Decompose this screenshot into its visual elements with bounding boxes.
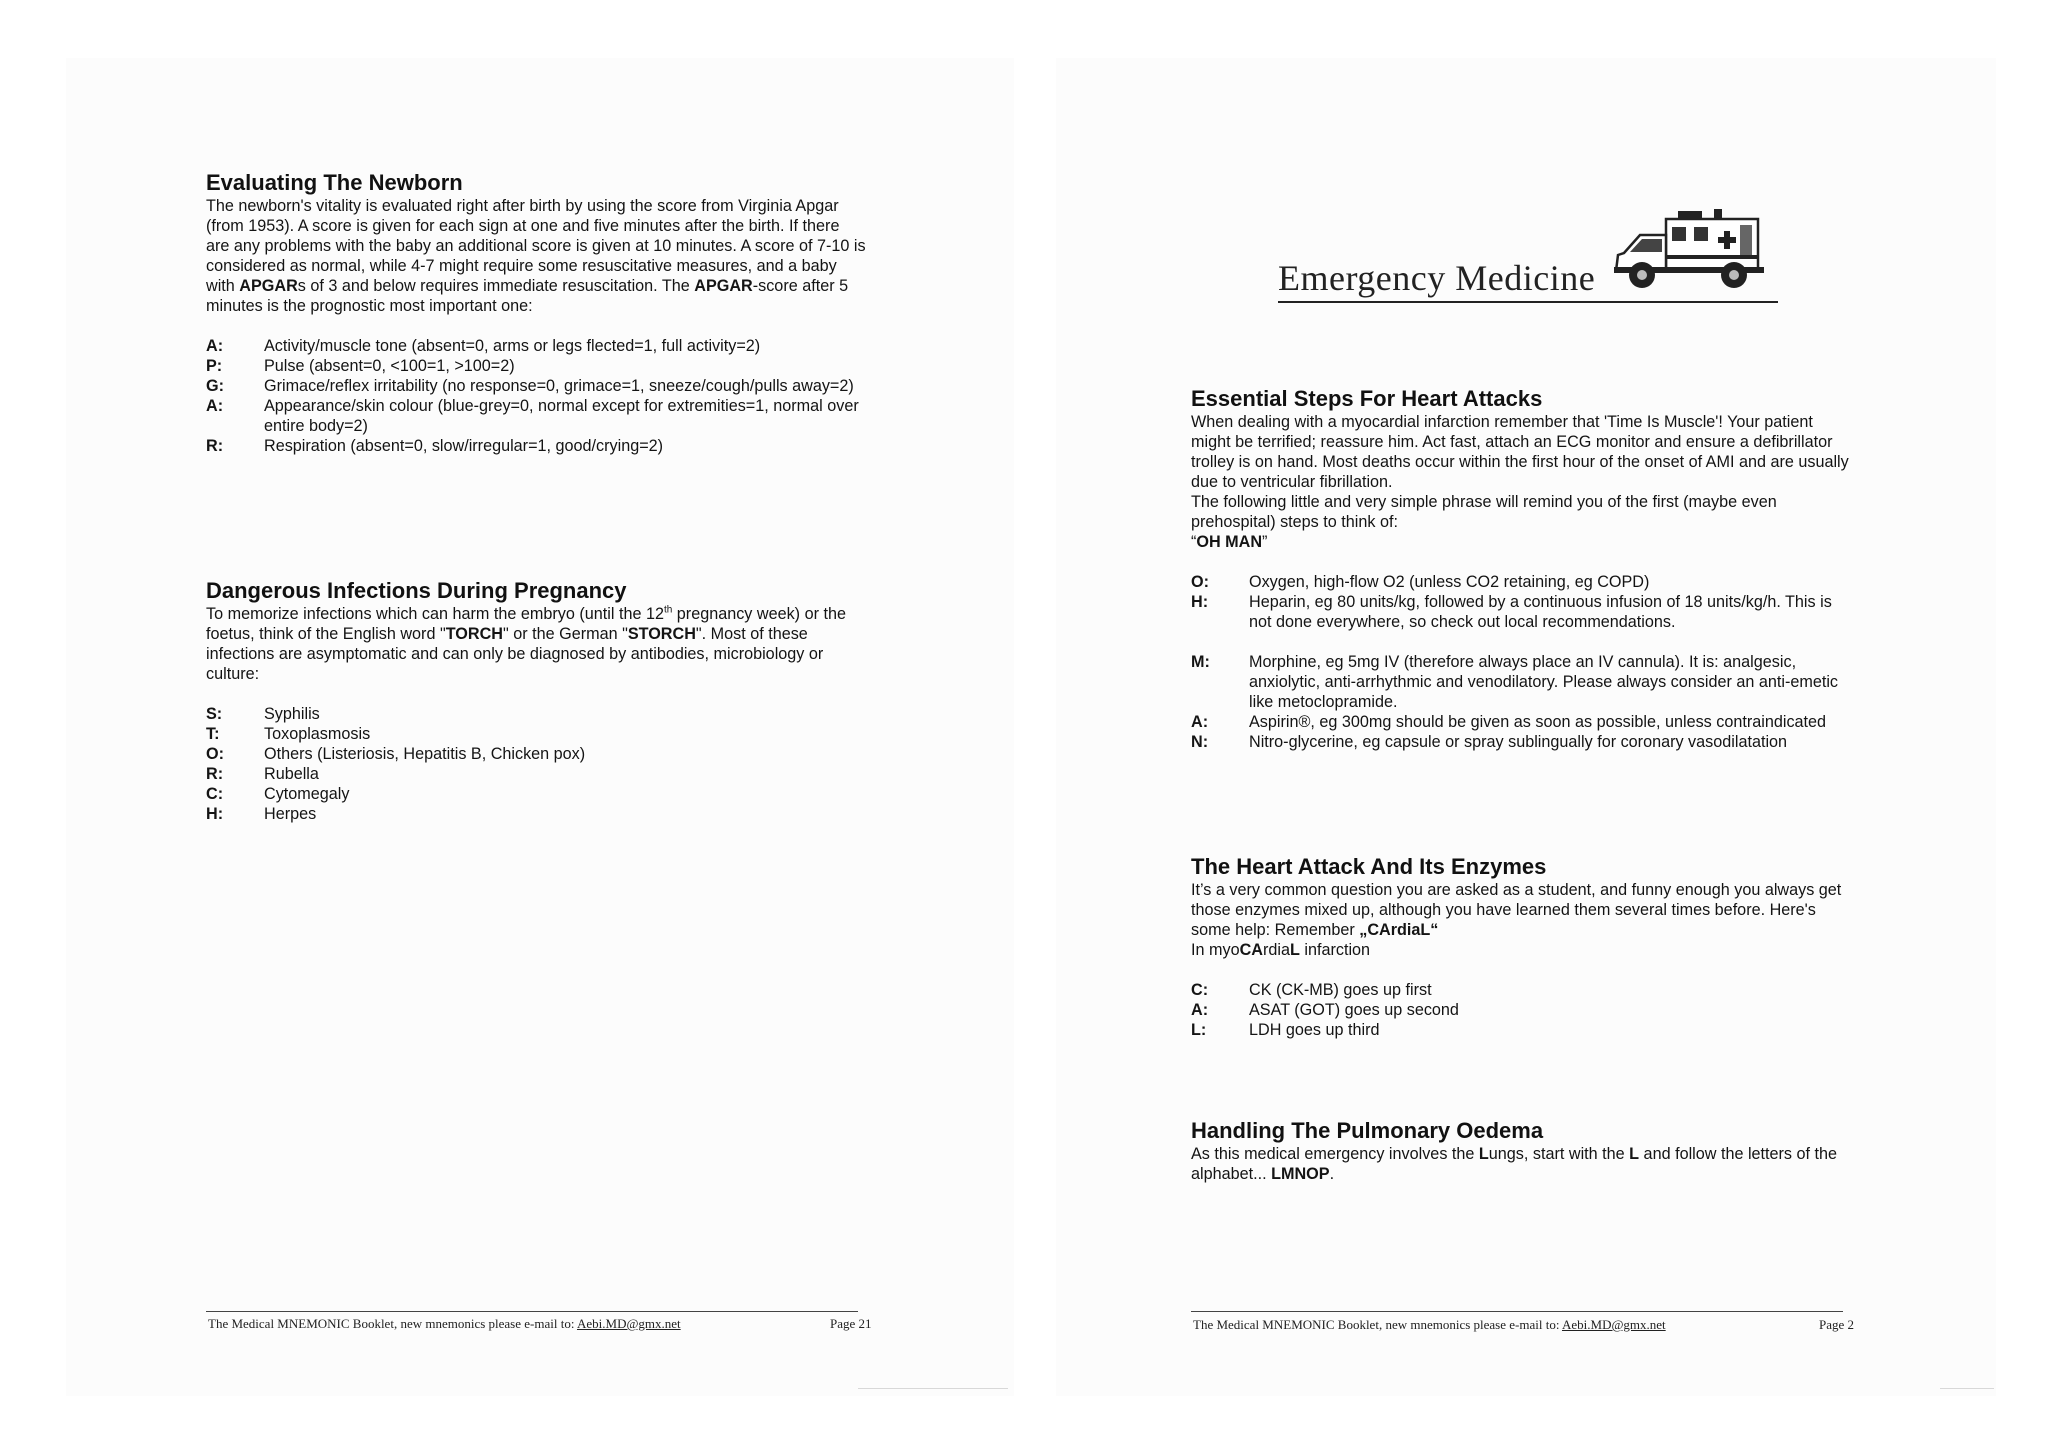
mnemonic-phrase: “OH MAN” <box>1191 533 1268 551</box>
list-item: S: Syphilis <box>206 705 320 723</box>
section-intro-2: The following little and very simple phrase will remind you of the first (maybe even prehospital) steps to think of: <box>1191 493 1777 531</box>
list-item: A: ASAT (GOT) goes up second <box>1191 1001 1459 1019</box>
section-title: Essential Steps For Heart Attacks <box>1191 386 1543 411</box>
logo-underline <box>1278 301 1778 303</box>
list-item: A: Appearance/skin colour (blue-grey=0, normal except for extremities=1, normal over entire body=2) <box>206 397 859 435</box>
ambulance-icon <box>1596 205 1776 297</box>
section-intro: The newborn's vitality is evaluated right after birth by using the score from Virginia Apgar (from 1953). A score is given for each sign at one and five minutes after the birth. If there are any problems with the baby an additional score is given at 10 minutes. A score of 7-10 is considered as normal, while 4-7 might require some resuscitative measures, and a baby with APGARs of 3 and below requires immediate resuscitation. The APGAR-score after 5 minutes is the prognostic most important one: <box>206 197 866 315</box>
section-title: Handling The Pulmonary Oedema <box>1191 1118 1544 1143</box>
section-title: The Heart Attack And Its Enzymes <box>1191 854 1547 879</box>
section-intro: To memorize infections which can harm the embryo (until the 12th pregnancy week) or the foetus, think of the English word "TORCH" or the German "STORCH". Most of these infections are asymptomatic and can only be diagnosed by antibodies, microbiology or culture: <box>206 604 846 683</box>
list-item: C: CK (CK-MB) goes up first <box>1191 981 1432 999</box>
section-pulmonary-oedema <box>1191 1118 1851 1184</box>
footer-text: The Medical MNEMONIC Booklet, new mnemonics please e-mail to: <box>1193 1317 1562 1332</box>
list-item: C: Cytomegaly <box>206 785 350 803</box>
list-item: L: LDH goes up third <box>1191 1021 1380 1039</box>
section-dangerous-infections <box>206 578 866 824</box>
list-item: H: Herpes <box>206 805 317 823</box>
footer-email-link[interactable]: Aebi.MD@gmx.net <box>576 1316 681 1331</box>
man-list <box>1191 652 1851 752</box>
page-number: Page 2 <box>1819 1317 1855 1332</box>
emergency-medicine-logo <box>1278 205 1778 310</box>
footer <box>1193 1317 1863 1333</box>
section-heart-enzymes <box>1191 854 1851 1040</box>
torch-list <box>206 704 866 824</box>
section-intro: It’s a very common question you are asked as a student, and funny enough you always get those enzymes mixed up, although you have learned them several times before. Here's some help: Remember „CArdiaL“ <box>1191 881 1842 939</box>
footer-rule <box>206 1311 858 1312</box>
list-item: M: Morphine, eg 5mg IV (therefore always place an IV cannula). It is: analgesic, anxiolytic, anti-arrhythmic and venodilatory. Please always consider an anti-emetic like metoclopramide. <box>1191 653 1839 711</box>
section-title: Evaluating The Newborn <box>206 170 463 195</box>
section-intro: As this medical emergency involves the Lungs, start with the L and follow the letters of the alphabet... LMNOP. <box>1191 1145 1838 1183</box>
footer <box>208 1316 878 1332</box>
list-item: R: Rubella <box>206 765 319 783</box>
section-heart-attack-steps <box>1191 386 1851 752</box>
oh-list <box>1191 572 1851 632</box>
footer-email-link[interactable]: Aebi.MD@gmx.net <box>1561 1317 1666 1332</box>
list-item: T: Toxoplasmosis <box>206 725 371 743</box>
footer-rule <box>1191 1311 1843 1312</box>
cardial-list <box>1191 980 1851 1040</box>
list-item: N: Nitro-glycerine, eg capsule or spray sublingually for coronary vasodilatation <box>1191 733 1788 751</box>
list-item: H: Heparin, eg 80 units/kg, followed by a continuous infusion of 18 units/kg/h. This is not done everywhere, so check out local recommendations. <box>1191 593 1832 631</box>
list-item: P: Pulse (absent=0, <100=1, >100=2) <box>206 357 515 375</box>
divider <box>1940 1388 1994 1389</box>
list-item: G: Grimace/reflex irritability (no response=0, grimace=1, sneeze/cough/pulls away=2) <box>206 377 854 395</box>
list-item: O: Oxygen, high-flow O2 (unless CO2 retaining, eg COPD) <box>1191 573 1650 591</box>
list-item: A: Aspirin®, eg 300mg should be given as soon as possible, unless contraindicated <box>1191 713 1827 731</box>
section-intro: When dealing with a myocardial infarction remember that 'Time Is Muscle'! Your patient might be terrified; reassure him. Act fast, attach an ECG monitor and ensure a defibrillator trolley is on hand. Most deaths occur within the first hour of the onset of AMI and are usually due to ventricular fibrillation. <box>1191 413 1849 491</box>
list-item: O: Others (Listeriosis, Hepatitis B, Chicken pox) <box>206 745 586 763</box>
list-item: A: Activity/muscle tone (absent=0, arms or legs flected=1, full activity=2) <box>206 337 761 355</box>
apgar-list <box>206 336 866 456</box>
mnemonic-line: In myoCArdiaL infarction <box>1191 941 1371 959</box>
section-evaluating-newborn <box>206 170 866 456</box>
footer-text: The Medical MNEMONIC Booklet, new mnemonics please e-mail to: <box>208 1316 577 1331</box>
logo-text: Emergency Medicine <box>1278 258 1596 298</box>
section-title: Dangerous Infections During Pregnancy <box>206 578 627 603</box>
divider <box>858 1388 1008 1389</box>
page-number: Page 21 <box>830 1316 872 1331</box>
list-item: R: Respiration (absent=0, slow/irregular=1, good/crying=2) <box>206 437 664 455</box>
